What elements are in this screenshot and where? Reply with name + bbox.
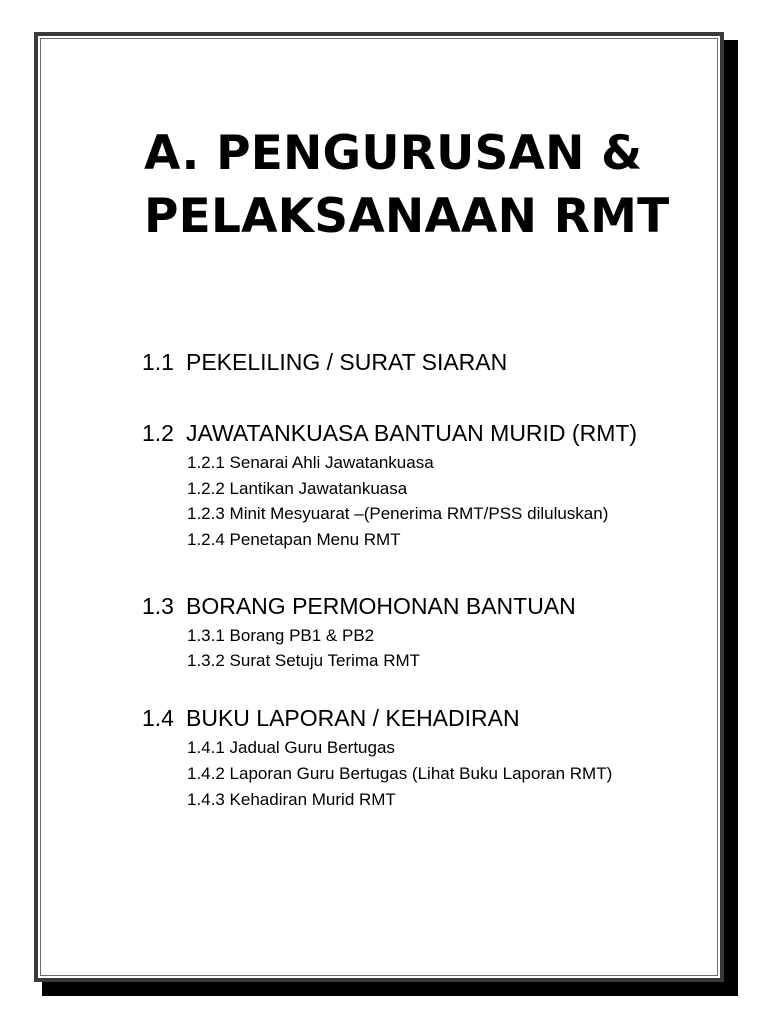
section-number: 1.3 xyxy=(142,593,174,619)
list-item-1-2-4: 1.2.4 Penetapan Menu RMT xyxy=(187,530,401,549)
section-number: 1.2 xyxy=(142,420,174,446)
section-label: PEKELILING / SURAT SIARAN xyxy=(186,349,508,375)
section-label: JAWATANKUASA BANTUAN MURID (RMT) xyxy=(186,420,638,446)
title-line-1: A. PENGURUSAN & xyxy=(144,126,643,181)
section-heading-1-1 xyxy=(142,348,507,376)
section-heading-1-3 xyxy=(142,592,576,620)
list-item-1-2-1: 1.2.1 Senarai Ahli Jawatankuasa xyxy=(187,453,434,472)
section-heading-1-4 xyxy=(142,704,520,732)
section-label: BORANG PERMOHONAN BANTUAN xyxy=(186,593,576,619)
list-item-1-3-2: 1.3.2 Surat Setuju Terima RMT xyxy=(187,651,421,670)
list-item-1-4-2: 1.4.2 Laporan Guru Bertugas (Lihat Buku Laporan RMT) xyxy=(187,764,613,783)
list-item-1-2-3: 1.2.3 Minit Mesyuarat –(Penerima RMT/PSS diluluskan) xyxy=(187,504,609,523)
page-title xyxy=(144,122,669,248)
section-label: BUKU LAPORAN / KEHADIRAN xyxy=(186,705,520,731)
list-item-1-2-2: 1.2.2 Lantikan Jawatankuasa xyxy=(187,479,408,498)
section-number: 1.1 xyxy=(142,349,174,375)
list-item-1-4-3: 1.4.3 Kehadiran Murid RMT xyxy=(187,790,396,809)
list-item-1-3-1: 1.3.1 Borang PB1 & PB2 xyxy=(187,626,375,645)
list-item-1-4-1: 1.4.1 Jadual Guru Bertugas xyxy=(187,738,395,757)
title-line-2: PELAKSANAAN RMT xyxy=(144,189,670,244)
section-number: 1.4 xyxy=(142,705,174,731)
section-heading-1-2 xyxy=(142,419,637,447)
